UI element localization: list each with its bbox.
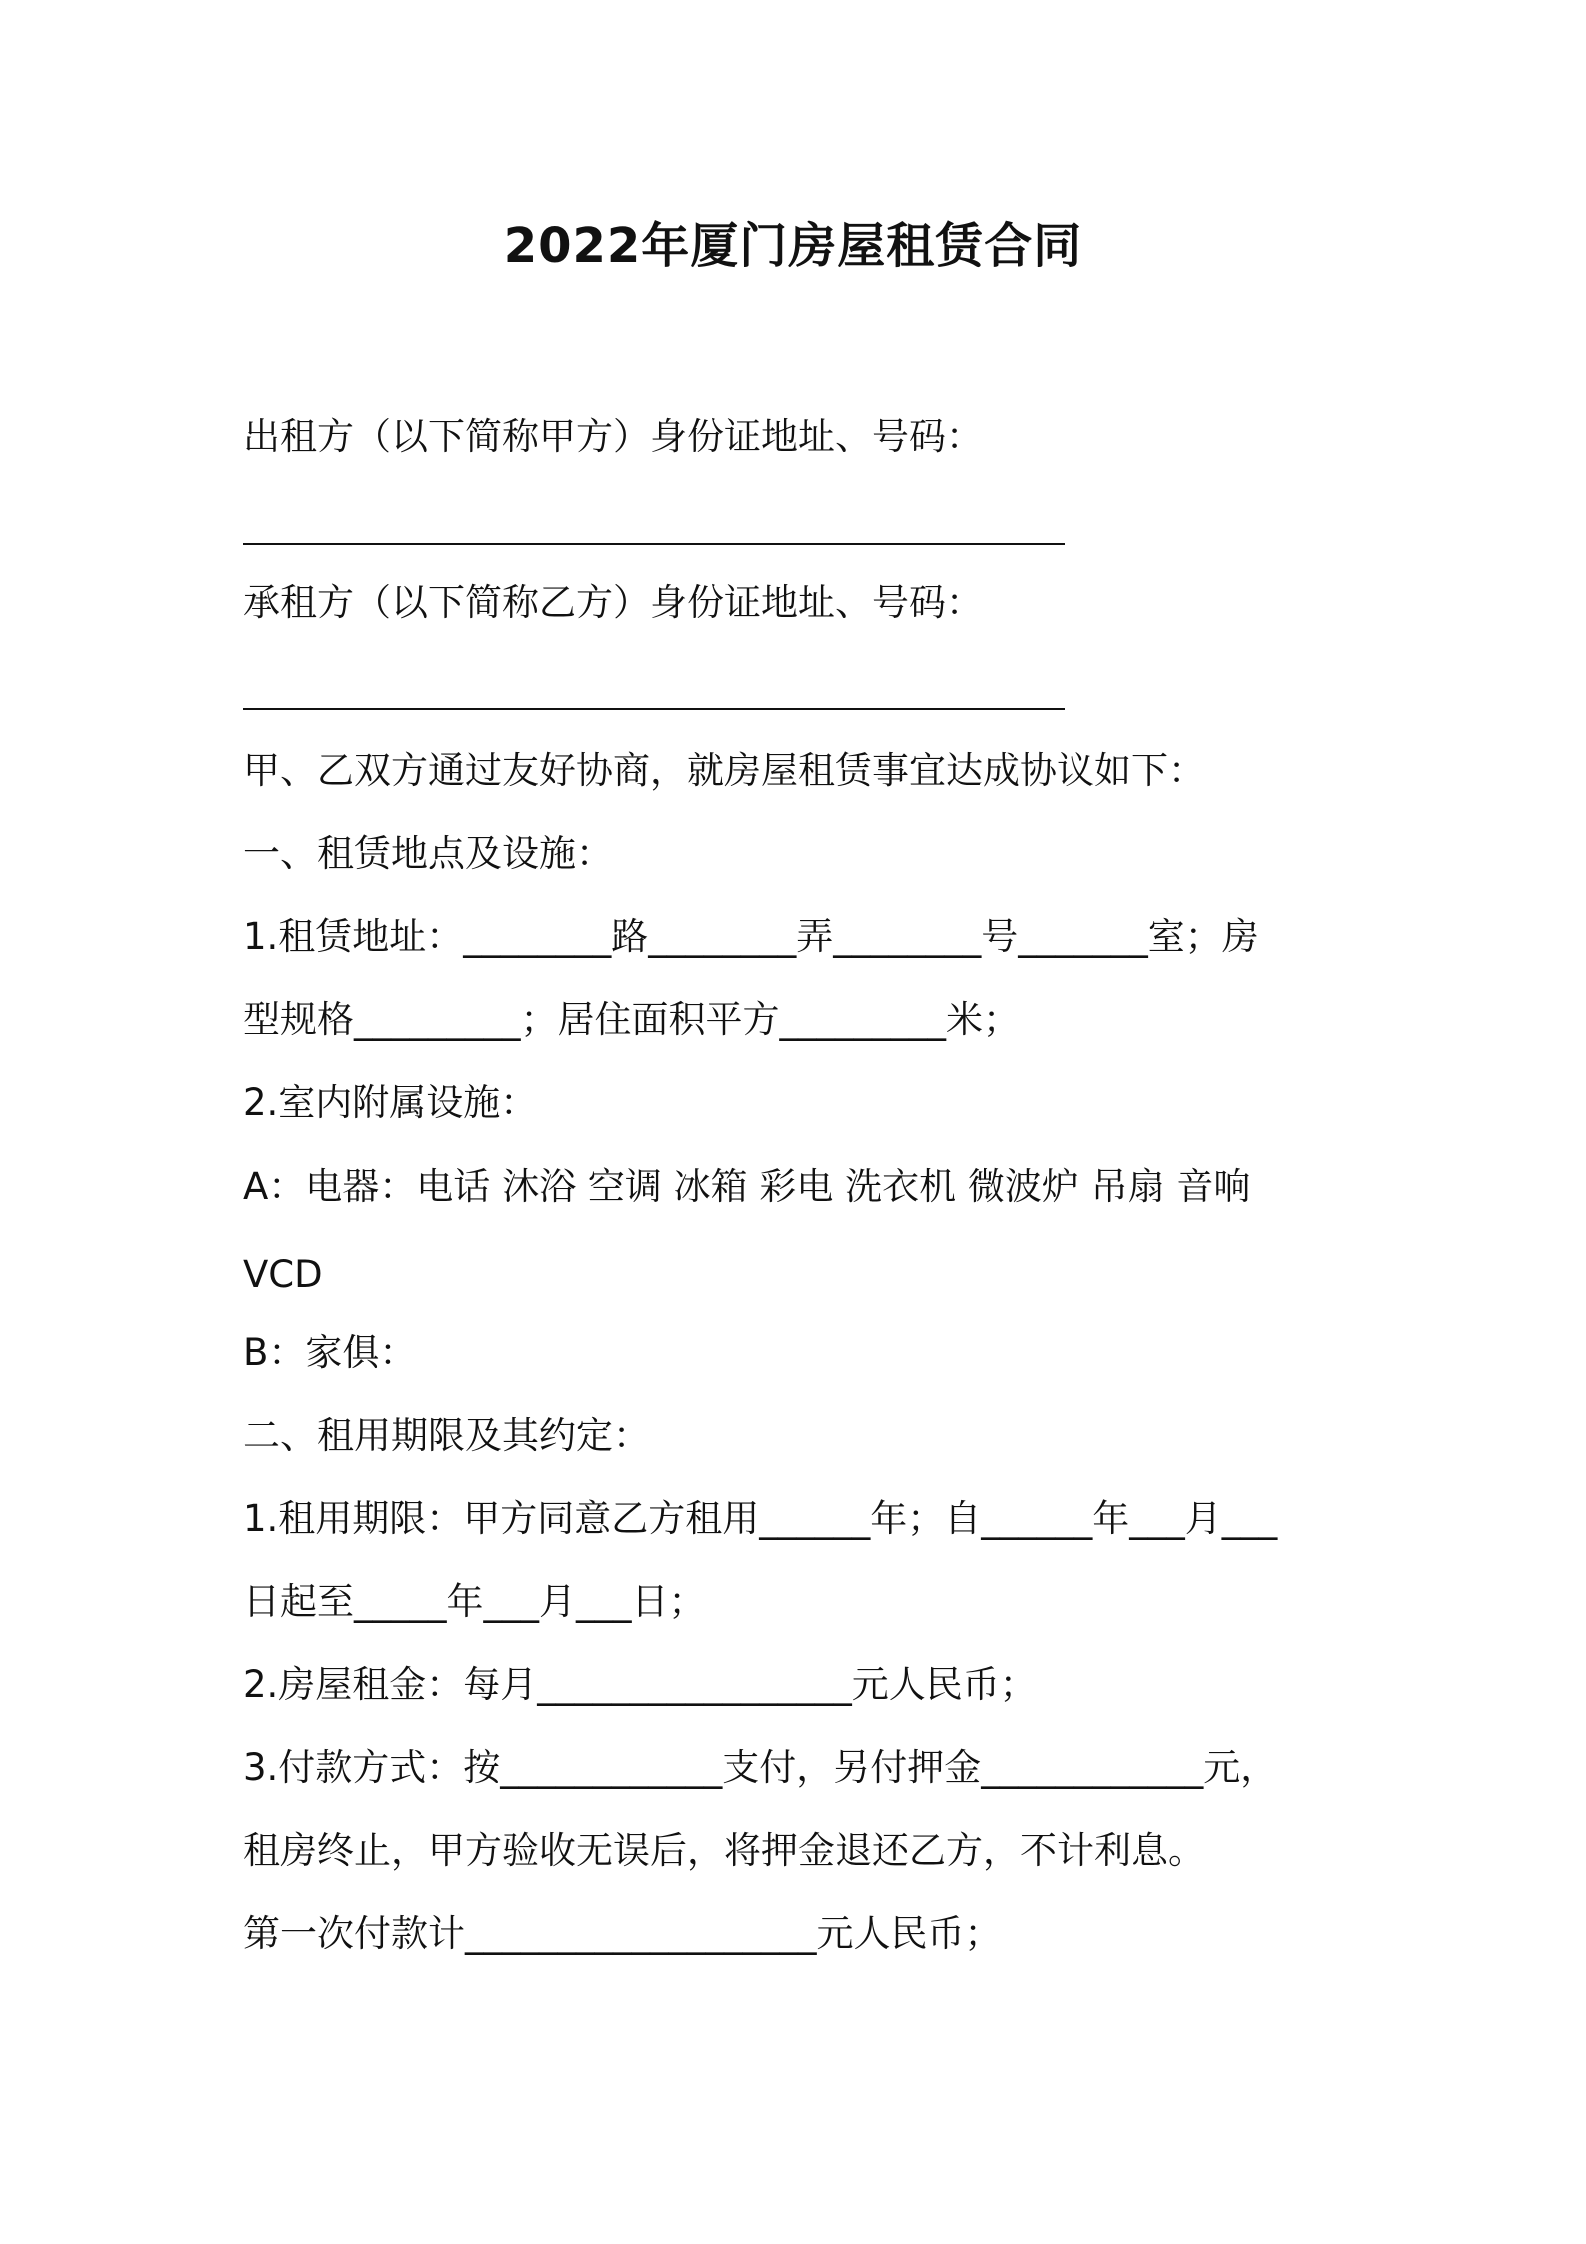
lessee-id-blank bbox=[243, 708, 1065, 710]
monthly-rent-line: 2.房屋租金：每月_________________元人民币； bbox=[243, 1663, 1037, 1706]
lease-term-line: 1.租用期限：甲方同意乙方租用______年；自______年___月___ bbox=[243, 1497, 1278, 1540]
rental-address-line: 1.租赁地址：________路________弄________号_______室；房 bbox=[243, 915, 1259, 958]
lessee-id-label: 承租方（以下简称乙方）身份证地址、号码： bbox=[243, 581, 983, 624]
agreement-intro: 甲、乙双方通过友好协商，就房屋租赁事宜达成协议如下： bbox=[243, 749, 1205, 792]
document-title: 2022年厦门房屋租赁合同 bbox=[503, 218, 1083, 274]
lease-term-line-continued: 日起至_____年___月___日； bbox=[243, 1580, 706, 1623]
section-1-heading: 一、租赁地点及设施： bbox=[243, 832, 613, 875]
room-spec-line: 型规格_________；居住面积平方_________米； bbox=[243, 998, 1020, 1041]
deposit-refund-line: 租房终止，甲方验收无误后，将押金退还乙方，不计利息。 bbox=[243, 1829, 1205, 1872]
appliances-line: A：电器：电话 沐浴 空调 冰箱 彩电 洗衣机 微波炉 吊扇 音响 bbox=[243, 1165, 1251, 1208]
first-payment-line: 第一次付款计___________________元人民币； bbox=[243, 1912, 1002, 1955]
lessor-id-label: 出租方（以下简称甲方）身份证地址、号码： bbox=[243, 415, 983, 458]
section-2-heading: 二、租用期限及其约定： bbox=[243, 1414, 650, 1457]
lessor-id-blank bbox=[243, 543, 1065, 545]
facilities-heading: 2.室内附属设施： bbox=[243, 1081, 538, 1124]
appliances-line-continued: VCD bbox=[243, 1253, 323, 1296]
payment-method-line: 3.付款方式：按____________支付，另付押金____________元， bbox=[243, 1746, 1278, 1789]
furniture-line: B：家俱： bbox=[243, 1331, 417, 1374]
